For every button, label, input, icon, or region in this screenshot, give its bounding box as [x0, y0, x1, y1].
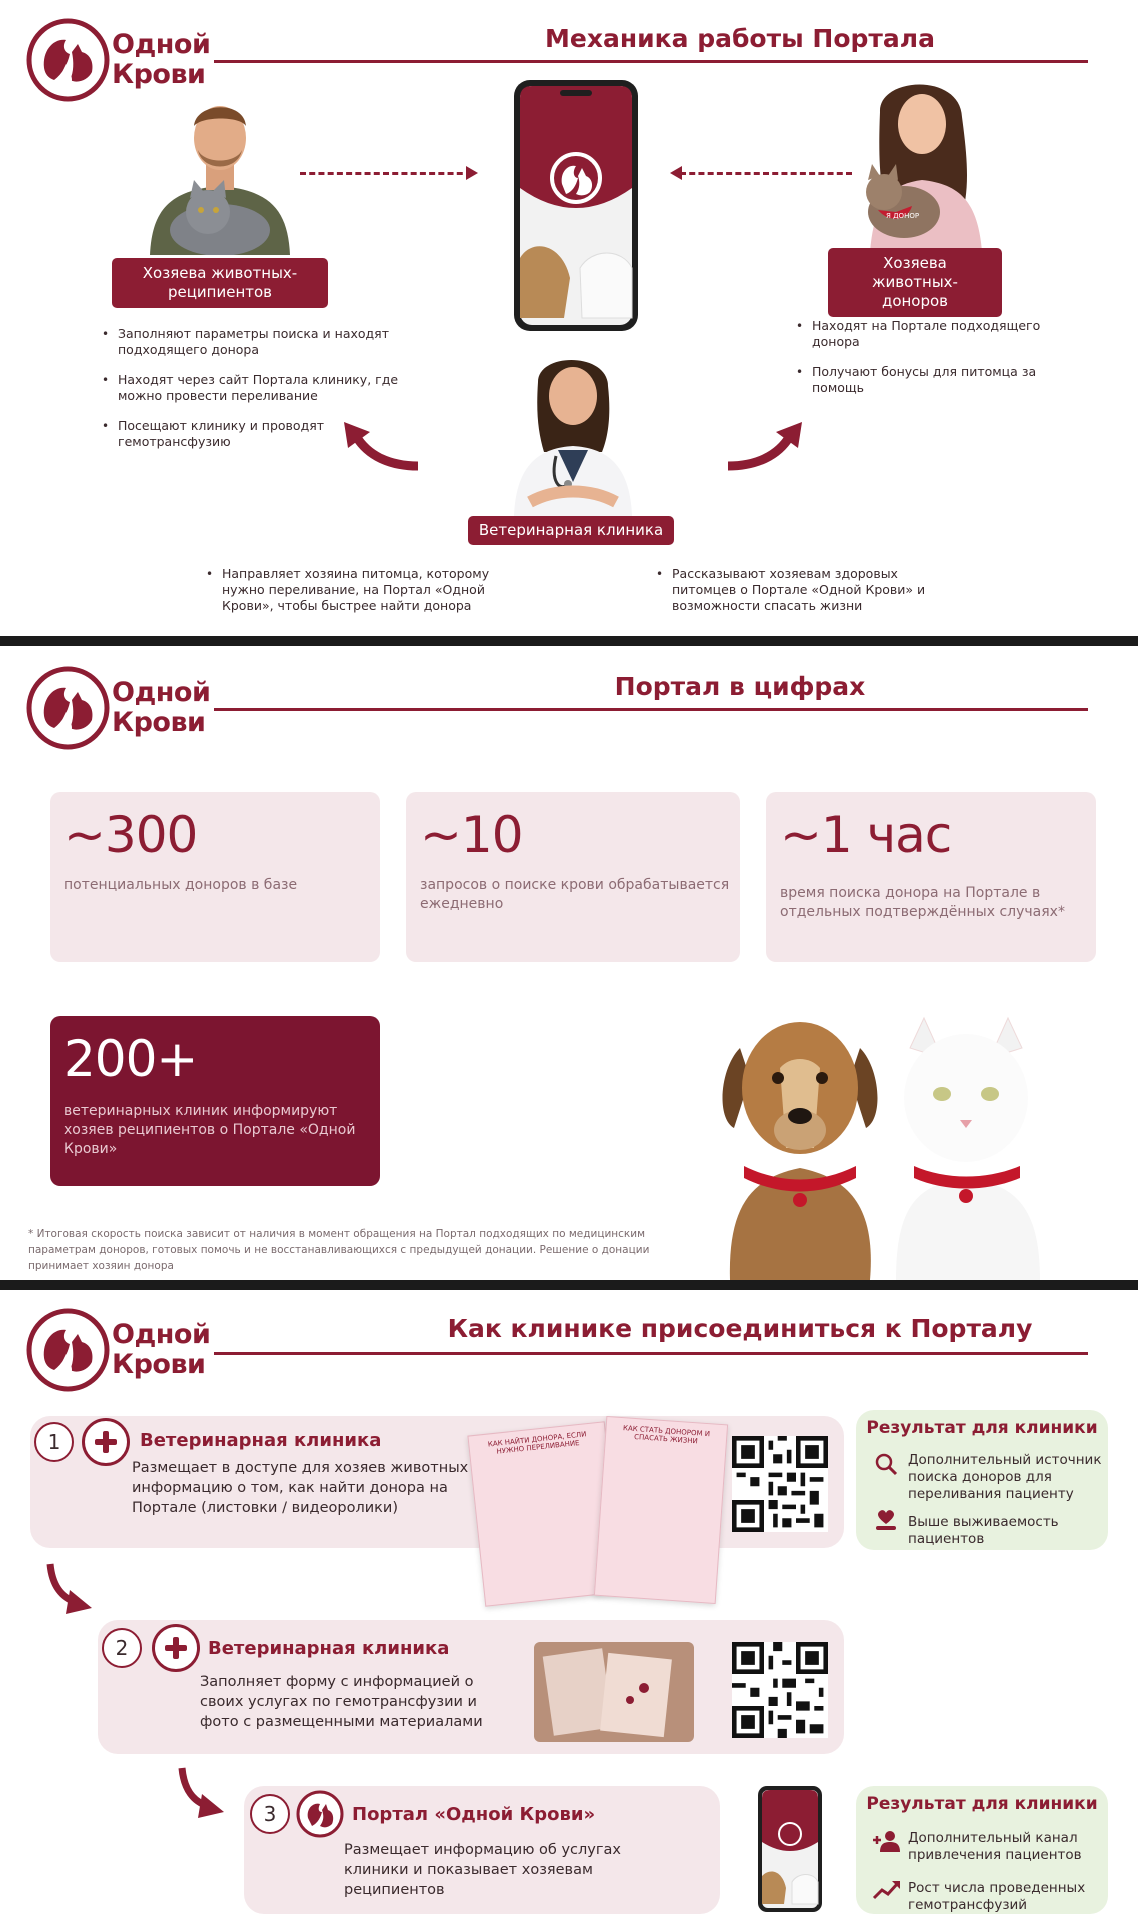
slide-join — [0, 1290, 1138, 1920]
curved-arrow-down-icon — [44, 1562, 94, 1616]
owner-woman-photo — [850, 72, 1000, 252]
step-2-card: 2 Ветеринарная клиника Заполняет форму с информацией о своих услугах по гемотрансфузии и фото с размещенными материалами — [98, 1620, 844, 1754]
result-card-1: Результат для клиники Дополнительный источник поиска доноров для переливания пациенту Выше выживаемость пациентов — [856, 1410, 1108, 1550]
medical-cross-icon — [152, 1624, 200, 1672]
clinic-materials-photo — [534, 1642, 694, 1742]
stat-card-search-time: ~1 час время поиска донора на Портале в отдельных подтверждённых случаях* — [766, 792, 1096, 962]
slide-mechanics — [0, 0, 1138, 636]
title-rule — [214, 708, 1088, 711]
owner-man-photo — [140, 80, 300, 255]
add-users-icon — [872, 1830, 902, 1852]
recipients-bullets: • Заполняют параметры поиска и находят подходящего донора • Находят через сайт Портала клинику, где можно провести переливание • Посещают клинику и проводят гемотрансфузию — [102, 326, 402, 464]
stat-card-donors: ~300 потенциальных доноров в базе — [50, 792, 380, 962]
dashed-arrow-left — [300, 172, 472, 175]
logo-mark-icon — [26, 1308, 110, 1392]
leaflet-find-donor: КАК НАЙТИ ДОНОРА, ЕСЛИ НУЖНО ПЕРЕЛИВАНИЕ — [467, 1421, 622, 1606]
slide-stats — [0, 646, 1138, 1280]
step-1-card: 1 Ветеринарная клиника Размещает в доступе для хозяев животных информацию о том, как найти донора на Портале (листовки / видеоролики) — [30, 1416, 844, 1548]
logo: Одной Крови — [26, 18, 226, 108]
leaflet-become-donor: КАК СТАТЬ ДОНОРОМ И СПАСАТЬ ЖИЗНИ — [594, 1416, 728, 1604]
step-number: 1 — [34, 1422, 74, 1462]
title-rule — [214, 60, 1088, 63]
title-rule — [214, 1352, 1088, 1355]
logo-mark-icon — [26, 666, 110, 750]
stat-card-clinics: 200+ ветеринарных клиник информируют хозяев реципиентов о Портале «Одной Крови» — [50, 1016, 380, 1186]
page-title: Как клинике присоединиться к Порталу — [447, 1314, 1033, 1343]
portal-phone-icon — [756, 1784, 824, 1914]
qr-code-1 — [732, 1436, 828, 1532]
dashed-arrow-right — [680, 172, 852, 175]
arrow-head-left-icon — [668, 164, 682, 182]
step-number: 3 — [250, 1794, 290, 1834]
page-title: Портал в цифрах — [614, 672, 866, 701]
logo: Одной Крови — [26, 1308, 226, 1398]
donors-bullets: • Находят на Портале подходящего донора • Получают бонусы для питомца за помощь — [796, 318, 1046, 410]
dog-and-cat-photo — [710, 1008, 1070, 1280]
step-number: 2 — [102, 1628, 142, 1668]
footnote: * Итоговая скорость поиска зависит от наличия в момент обращения на Портал подходящих по медицинским параметрам доноров, готовых помочь и не восстанавливающихся с предыдущей донации. Решение о донации принимает хозяин донора — [28, 1228, 650, 1272]
trend-up-icon — [872, 1878, 902, 1900]
page-title: Механика работы Портала — [545, 24, 935, 53]
clinic-bullet-left: • Направляет хозяина питомца, которому нужно переливание, на Портал «Одной Крови», чтобы быстрее найти донора — [206, 566, 496, 628]
heart-hand-icon — [874, 1508, 898, 1532]
medical-cross-icon — [82, 1418, 130, 1466]
stat-card-requests: ~10 запросов о поиске крови обрабатывается ежедневно — [406, 792, 740, 962]
veterinarian-photo — [506, 352, 640, 516]
svg-text:Я ДОНОР: Я ДОНОР — [886, 212, 920, 220]
curved-arrow-left-icon — [340, 422, 420, 474]
clinic-tag: Ветеринарная клиника — [468, 516, 674, 545]
curved-arrow-down-icon — [176, 1766, 226, 1820]
qr-code-2 — [732, 1642, 828, 1738]
curved-arrow-right-icon — [726, 422, 806, 474]
donors-tag: Хозяева животных-доноров — [828, 248, 1002, 317]
portal-logo-icon — [296, 1790, 344, 1838]
search-icon — [874, 1452, 898, 1476]
arrow-head-right-icon — [466, 164, 480, 182]
step-3-card: 3 Портал «Одной Крови» Размещает информацию об услугах клиники и показывает хозяевам реципиентов — [244, 1786, 720, 1914]
result-card-2: Результат для клиники Дополнительный канал привлечения пациентов Рост числа проведенных гемотрансфузий — [856, 1786, 1108, 1914]
logo: Одной Крови — [26, 666, 226, 756]
recipients-tag: Хозяева животных-реципиентов — [112, 258, 328, 308]
clinic-bullet-right: • Рассказывают хозяевам здоровых питомцев о Портале «Одной Крови» и возможности спасать жизни — [656, 566, 946, 628]
smartphone-app-icon — [512, 78, 640, 333]
logo-mark-icon — [26, 18, 110, 102]
